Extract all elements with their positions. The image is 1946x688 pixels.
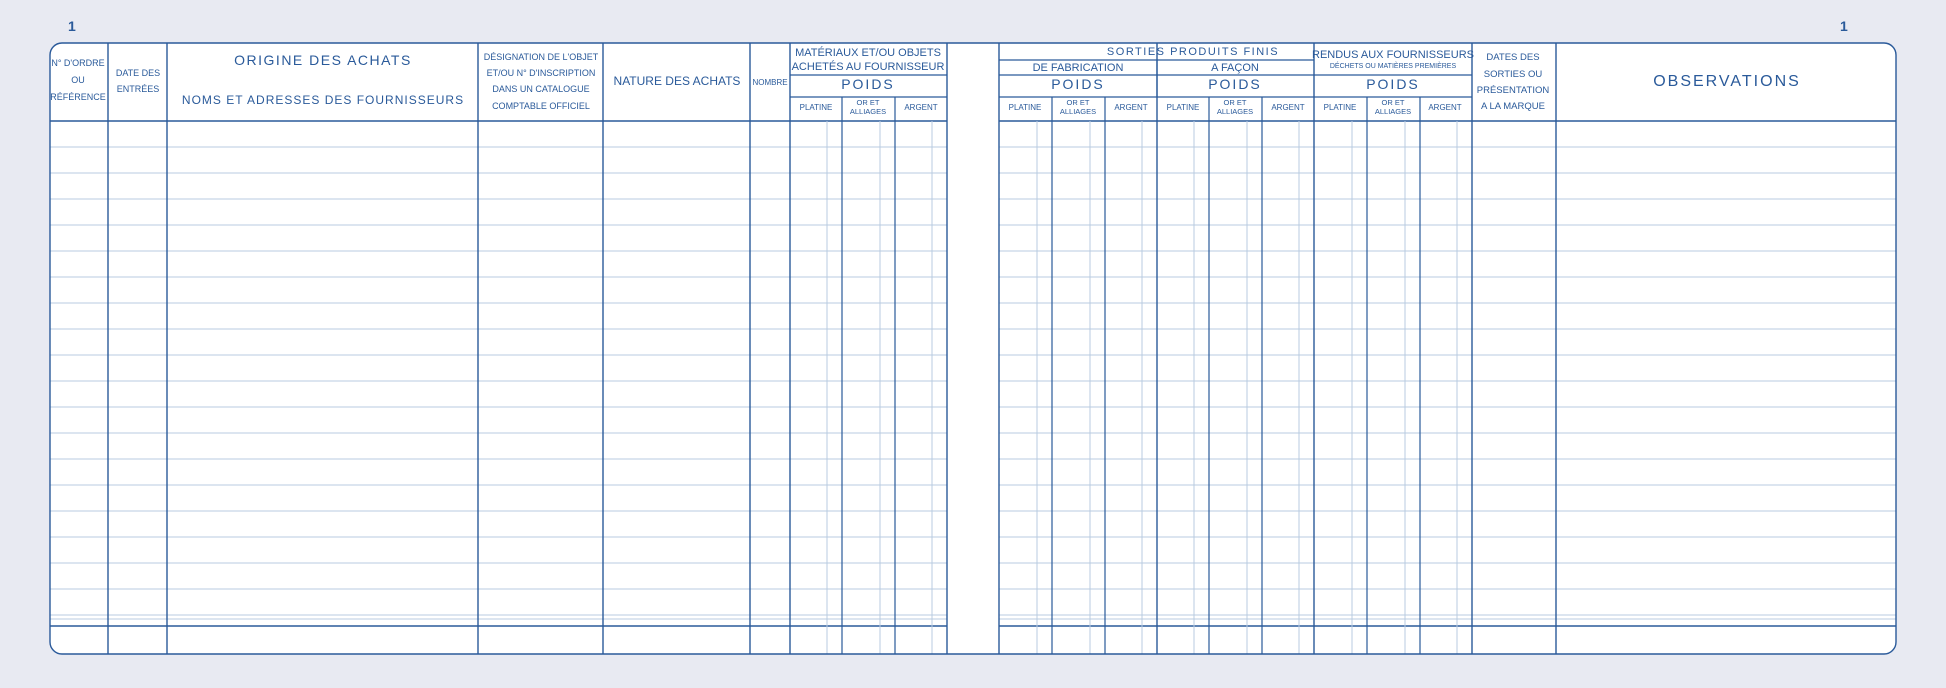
header-a-facon: A FAÇON (1211, 62, 1259, 74)
header-poids-facon: POIDS (1208, 76, 1262, 92)
header-platine-fabrication: PLATINE (1008, 103, 1042, 112)
header-dates-sorties-line4: A LA MARQUE (1481, 101, 1545, 112)
header-date-entrees-line2: ENTRÉES (116, 84, 160, 94)
header-or-achats-line2: ALLIAGES (849, 107, 887, 116)
header-rendus: RENDUS AUX FOURNISSEURS (1312, 49, 1474, 61)
page-number-left: 1 (68, 18, 76, 34)
header-platine-rendus: PLATINE (1323, 103, 1357, 112)
header-argent-facon: ARGENT (1271, 103, 1305, 112)
header-ordre-line3: RÉFÉRENCE (50, 92, 106, 102)
header-ordre-line2: OU (71, 75, 85, 85)
header-or-facon-line1: OR ET (1223, 98, 1247, 107)
header-or-rendus-line2: ALLIAGES (1374, 107, 1412, 116)
header-dates-sorties-line3: PRÉSENTATION (1476, 85, 1550, 96)
header-designation-line3: DANS UN CATALOGUE (492, 84, 590, 94)
page-number-right: 1 (1840, 18, 1848, 34)
header-argent-rendus: ARGENT (1428, 103, 1462, 112)
header-dates-sorties-line2: SORTIES OU (1483, 69, 1543, 80)
header-nombre: NOMBRE (752, 78, 788, 87)
header-poids-achats: POIDS (841, 76, 895, 92)
header-materiaux-line1: MATÉRIAUX ET/OU OBJETS (795, 47, 941, 59)
header-origine-title: ORIGINE DES ACHATS (234, 52, 412, 68)
header-argent-fabrication: ARGENT (1114, 103, 1148, 112)
header-rendus-subtitle: DÉCHETS OU MATIÈRES PREMIÈRES (1329, 63, 1457, 70)
header-designation-line1: DÉSIGNATION DE L'OBJET (483, 52, 599, 62)
header-or-fabrication-line2: ALLIAGES (1059, 107, 1097, 116)
binding-gutter (947, 43, 999, 654)
header-or-achats-line1: OR ET (856, 98, 880, 107)
header-materiaux-line2: ACHETÉS AU FOURNISSEUR (791, 61, 945, 73)
header-or-facon-line2: ALLIAGES (1216, 107, 1254, 116)
header-designation-line2: ET/OU N° D'INSCRIPTION (486, 68, 596, 78)
header-de-fabrication: DE FABRICATION (1032, 62, 1124, 74)
header-sorties-title: SORTIES PRODUITS FINIS (1106, 46, 1280, 58)
header-ordre-line1: N° D'ORDRE (51, 58, 105, 68)
header-or-rendus-line1: OR ET (1381, 98, 1405, 107)
header-poids-rendus: POIDS (1366, 76, 1420, 92)
header-platine-achats: PLATINE (799, 103, 833, 112)
header-date-entrees-line1: DATE DES (115, 68, 161, 78)
header-or-fabrication-line1: OR ET (1066, 98, 1090, 107)
header-argent-achats: ARGENT (904, 103, 938, 112)
header-observations: OBSERVATIONS (1653, 73, 1801, 90)
header-nature: NATURE DES ACHATS (613, 74, 741, 88)
header-dates-sorties-line1: DATES DES (1486, 52, 1540, 63)
header-origine-subtitle: NOMS ET ADRESSES DES FOURNISSEURS (181, 93, 465, 107)
header-designation-line4: COMPTABLE OFFICIEL (492, 101, 590, 111)
header-poids-fabrication: POIDS (1051, 76, 1105, 92)
header-platine-facon: PLATINE (1166, 103, 1200, 112)
